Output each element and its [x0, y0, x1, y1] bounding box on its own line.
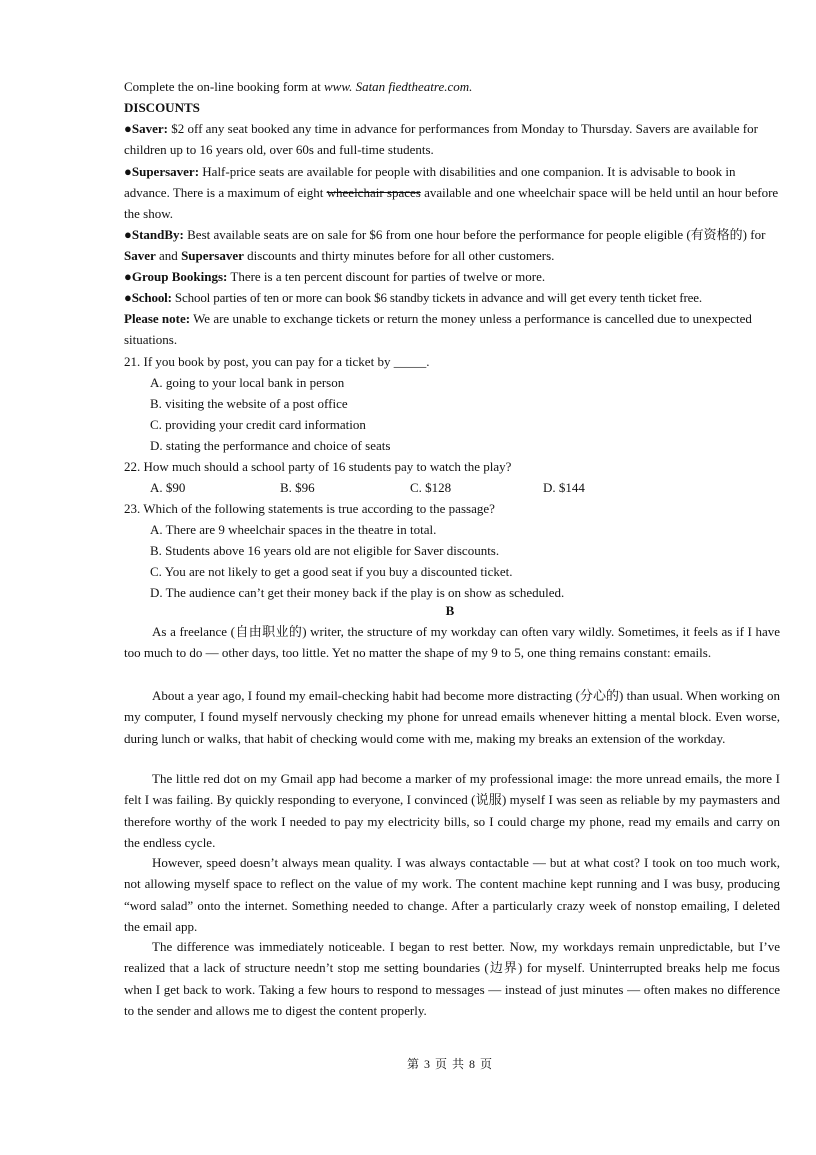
q23-option-d: D. The audience can’t get their money back if the play is on show as scheduled. [150, 585, 565, 600]
q22-option-d: D. $144 [543, 480, 585, 495]
discount-text-end: discounts and thirty minutes before for all other customers. [243, 248, 555, 263]
q21-option-a: A. going to your local bank in person [150, 375, 345, 390]
question-21-stem: 21. If you book by post, you can pay for a ticket by _____. [124, 354, 430, 369]
discount-term: School: [131, 290, 172, 305]
passage-paragraph-3: The little red dot on my Gmail app had become a marker of my professional image: the more unread emails, the more I felt I was failing. By quickly responding to everyone, I convinced (说服) myself I was seen as reliable by my paymasters and therefore worthy of the work I needed to pay my electricity bills, so I could charge my phone, read my emails and carry on the endless cycle. [124, 771, 780, 850]
discounts-heading: DISCOUNTS [124, 100, 200, 115]
discount-term: Saver: [131, 121, 168, 136]
booking-instruction-text: Complete the on-line booking form at [124, 79, 325, 94]
discount-term-supersaver: Supersaver [181, 248, 244, 263]
q23-option-b: B. Students above 16 years old are not eligible for Saver discounts. [150, 543, 500, 558]
q23-option-a: A. There are 9 wheelchair spaces in the theatre in total. [150, 522, 437, 537]
q21-option-d: D. stating the performance and choice of seats [150, 438, 391, 453]
booking-url: www. Satan fiedtheatre.com. [324, 79, 473, 94]
discount-standby [124, 224, 782, 266]
note-term: Please note: [124, 311, 191, 326]
discount-text-cont: available and one wheelchair space will be held until an hour before the show. [124, 185, 779, 221]
q22-option-b: B. $96 [280, 480, 315, 495]
passage-paragraph-2: About a year ago, I found my email-checking habit had become more distracting (分心的) than usual. When working on my computer, I found myself nervously checking my phone for unread emails whenever hitting a mental block. Even worse, during lunch or walks, that habit of checking would come with me, making my breaks an extension of the workday. [124, 688, 780, 746]
bullet-icon: ● [124, 227, 132, 242]
discount-term: StandBy: [131, 227, 184, 242]
passage-paragraph-5: The difference was immediately noticeable. I began to rest better. Now, my workdays remain unpredictable, but I’ve realized that a lack of structure needn’t stop me setting boundaries (边界) for myself. Uninterrupted breaks help me focus when I get back to work. Taking a few hours to respond to messages — instead of just minutes — often makes no difference to the sender and allows me to digest the content properly. [124, 939, 780, 1018]
passage-b-heading: B [445, 603, 455, 618]
bullet-icon: ● [124, 164, 132, 179]
discount-school [124, 287, 782, 308]
passage-paragraph-1: As a freelance (自由职业的) writer, the structure of my workday can often vary wildly. Sometimes, it feels as if I have too much to do — other days, too little. Yet no matter the shape of my 9 to 5, one thing remains constant: emails. [124, 624, 780, 661]
discount-saver [124, 118, 782, 160]
bullet-icon: ● [124, 269, 132, 284]
note-text: We are unable to exchange tickets or return the money unless a performance is cancelled due to unexpected situations. [124, 311, 752, 347]
discount-text: Half-price seats are available for people with disabilities and one companion. It is advisable to book in advance. There is a maximum of eight [124, 164, 736, 200]
discount-group [124, 266, 782, 287]
discount-term-saver: Saver [124, 248, 156, 263]
bullet-icon: ● [124, 290, 132, 305]
q22-option-a: A. $90 [150, 480, 186, 495]
please-note [124, 308, 782, 350]
q21-option-c: C. providing your credit card information [150, 417, 366, 432]
passage-paragraph-4: However, speed doesn’t always mean quality. I was always contactable — but at what cost? I took on too much work, not allowing myself space to reflect on the value of my work. The content machine kept running and I was busy, producing “word salad” onto the internet. Something needed to change. After a particularly crazy week of nonstop emailing, I deleted the email app. [124, 855, 780, 934]
booking-instruction [124, 76, 782, 97]
discount-text: There is a ten percent discount for parties of twelve or more. [227, 269, 546, 284]
discount-supersaver [124, 161, 782, 224]
question-22-stem: 22. How much should a school party of 16 students pay to watch the play? [124, 459, 512, 474]
question-23-stem: 23. Which of the following statements is true according to the passage? [124, 501, 495, 516]
struck-text: wheelchair spaces [326, 185, 421, 200]
q22-option-c: C. $128 [410, 480, 452, 495]
discount-term: Group Bookings: [131, 269, 228, 284]
q23-option-c: C. You are not likely to get a good seat if you buy a discounted ticket. [150, 564, 513, 579]
q21-option-b: B. visiting the website of a post office [150, 396, 348, 411]
discount-term: Supersaver: [131, 164, 200, 179]
discount-text-and: and [155, 248, 182, 263]
bullet-icon: ● [124, 121, 132, 136]
page-number: 第 3 页 共 8 页 [406, 1057, 493, 1071]
discount-text: School parties of ten or more can book $6 standby tickets in advance and will get every tenth ticket free. [171, 290, 702, 305]
discount-text: Best available seats are on sale for $6 from one hour before the performance for people eligible (有资格的) for [183, 227, 766, 242]
discount-text: $2 off any seat booked any time in advance for performances from Monday to Thursday. Savers are available for children up to 16 years old, over 60s and full-time students. [124, 121, 758, 157]
